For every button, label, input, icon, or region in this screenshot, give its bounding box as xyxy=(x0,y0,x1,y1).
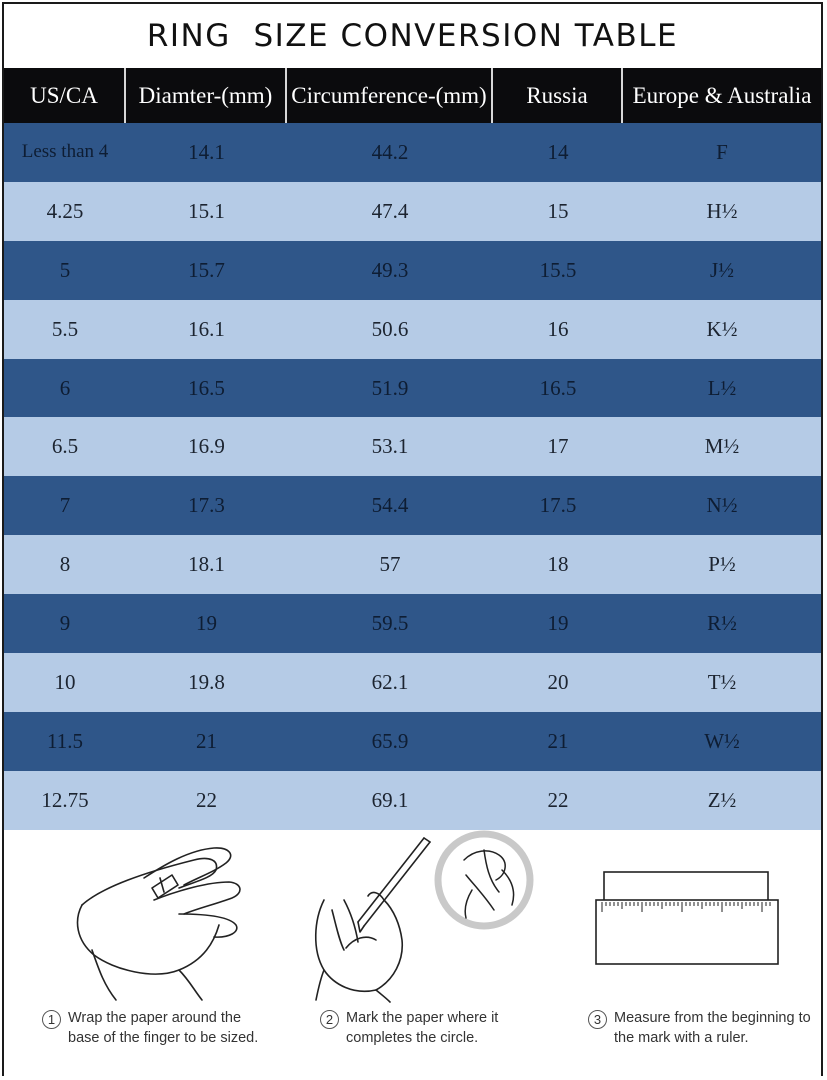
table-row xyxy=(4,123,821,182)
cell-us-ca: 4.25 xyxy=(46,198,84,223)
column-header-europe-australia: Europe & Australia xyxy=(632,82,812,108)
cell-europe-australia: H½ xyxy=(706,198,738,223)
cell-diameter: 17.3 xyxy=(188,493,225,518)
table-row xyxy=(4,359,821,418)
cell-us-ca: 10 xyxy=(54,669,76,694)
cell-diameter: 19.8 xyxy=(188,669,225,694)
cell-europe-australia: F xyxy=(716,139,728,164)
cell-russia: 15.5 xyxy=(539,257,577,282)
table-body xyxy=(4,123,821,830)
table-header xyxy=(4,68,821,123)
table-row xyxy=(4,535,821,594)
cell-russia: 18 xyxy=(547,552,569,577)
cell-russia: 19 xyxy=(547,611,569,636)
cell-europe-australia: N½ xyxy=(706,493,738,518)
cell-circumference: 69.1 xyxy=(371,787,409,812)
ring-size-chart xyxy=(2,2,823,1076)
ruler-icon xyxy=(554,830,821,1005)
pen-mark-icon xyxy=(284,830,554,1005)
cell-diameter: 15.1 xyxy=(188,198,225,223)
cell-europe-australia: R½ xyxy=(707,611,737,636)
cell-us-ca: 11.5 xyxy=(47,728,83,753)
cell-circumference: 53.1 xyxy=(371,434,409,459)
caption-line-2: base of the finger to be sized. xyxy=(68,1030,259,1046)
page-title: RING SIZE CONVERSION TABLE xyxy=(146,18,679,54)
cell-diameter: 22 xyxy=(196,787,217,812)
step-1 xyxy=(4,830,284,1076)
cell-us-ca: 8 xyxy=(59,552,71,577)
cell-diameter: 15.7 xyxy=(188,257,225,282)
cell-diameter: 16.5 xyxy=(188,375,225,400)
step-number: 2 xyxy=(320,1010,339,1029)
cell-europe-australia: L½ xyxy=(707,375,737,400)
caption-line-1: Wrap the paper around the xyxy=(68,1010,242,1026)
cell-circumference: 47.4 xyxy=(371,198,409,223)
table-row xyxy=(4,653,821,712)
table-row xyxy=(4,417,821,476)
column-header-us-ca: US/CA xyxy=(4,68,126,123)
cell-europe-australia: W½ xyxy=(704,728,740,753)
cell-russia: 20 xyxy=(547,669,569,694)
cell-diameter: 18.1 xyxy=(188,552,225,577)
cell-russia: 17 xyxy=(547,434,569,459)
step-3 xyxy=(554,830,821,1076)
cell-diameter: 16.9 xyxy=(188,434,225,459)
cell-europe-australia: Z½ xyxy=(707,787,737,812)
cell-russia: 21 xyxy=(547,728,569,753)
cell-europe-australia: J½ xyxy=(710,257,734,282)
cell-circumference: 62.1 xyxy=(371,669,409,694)
cell-us-ca: 12.75 xyxy=(41,787,89,812)
cell-us-ca: 6 xyxy=(59,375,71,400)
caption-line-1: Mark the paper where it xyxy=(346,1010,499,1026)
cell-us-ca: Less than 4 xyxy=(21,141,109,163)
cell-circumference: 59.5 xyxy=(371,611,409,636)
cell-europe-australia: M½ xyxy=(704,434,740,459)
cell-europe-australia: K½ xyxy=(706,316,738,341)
cell-us-ca: 6.5 xyxy=(51,434,79,459)
cell-diameter: 14.1 xyxy=(188,139,225,164)
table-row xyxy=(4,182,821,241)
cell-circumference: 51.9 xyxy=(371,375,409,400)
caption-line-2: completes the circle. xyxy=(346,1030,479,1046)
table-row xyxy=(4,712,821,771)
cell-diameter: 16.1 xyxy=(188,316,225,341)
cell-russia: 15 xyxy=(547,198,569,223)
cell-us-ca: 9 xyxy=(59,611,71,636)
cell-us-ca: 5 xyxy=(59,257,71,282)
cell-russia: 16.5 xyxy=(539,375,577,400)
column-header-russia: Russia xyxy=(493,68,623,123)
table-row xyxy=(4,594,821,653)
cell-circumference: 54.4 xyxy=(371,493,409,518)
cell-russia: 22 xyxy=(547,787,569,812)
step-2 xyxy=(284,830,554,1076)
caption-line-1: Measure from the beginning to xyxy=(614,1010,811,1026)
cell-circumference: 44.2 xyxy=(371,139,409,164)
measuring-instructions xyxy=(4,830,821,1076)
cell-europe-australia: T½ xyxy=(707,669,737,694)
table-row xyxy=(4,771,821,830)
table-row xyxy=(4,476,821,535)
hand-wrap-icon xyxy=(4,830,284,1005)
cell-circumference: 57 xyxy=(379,552,401,577)
cell-diameter: 21 xyxy=(196,728,217,753)
cell-us-ca: 7 xyxy=(59,493,71,518)
table-row xyxy=(4,241,821,300)
cell-circumference: 65.9 xyxy=(371,728,409,753)
step-number: 1 xyxy=(42,1010,61,1029)
cell-circumference: 50.6 xyxy=(371,316,409,341)
cell-europe-australia: P½ xyxy=(708,552,736,577)
step-number: 3 xyxy=(588,1010,607,1029)
cell-diameter: 19 xyxy=(196,611,217,636)
cell-russia: 17.5 xyxy=(539,493,577,518)
column-header-diameter: Diamter-(mm) xyxy=(126,68,287,123)
cell-us-ca: 5.5 xyxy=(51,316,79,341)
cell-circumference: 49.3 xyxy=(371,257,409,282)
caption-line-2: the mark with a ruler. xyxy=(614,1030,749,1046)
table-row xyxy=(4,300,821,359)
cell-russia: 14 xyxy=(547,139,569,164)
cell-russia: 16 xyxy=(547,316,569,341)
column-header-circumference: Circumference-(mm) xyxy=(287,68,493,123)
